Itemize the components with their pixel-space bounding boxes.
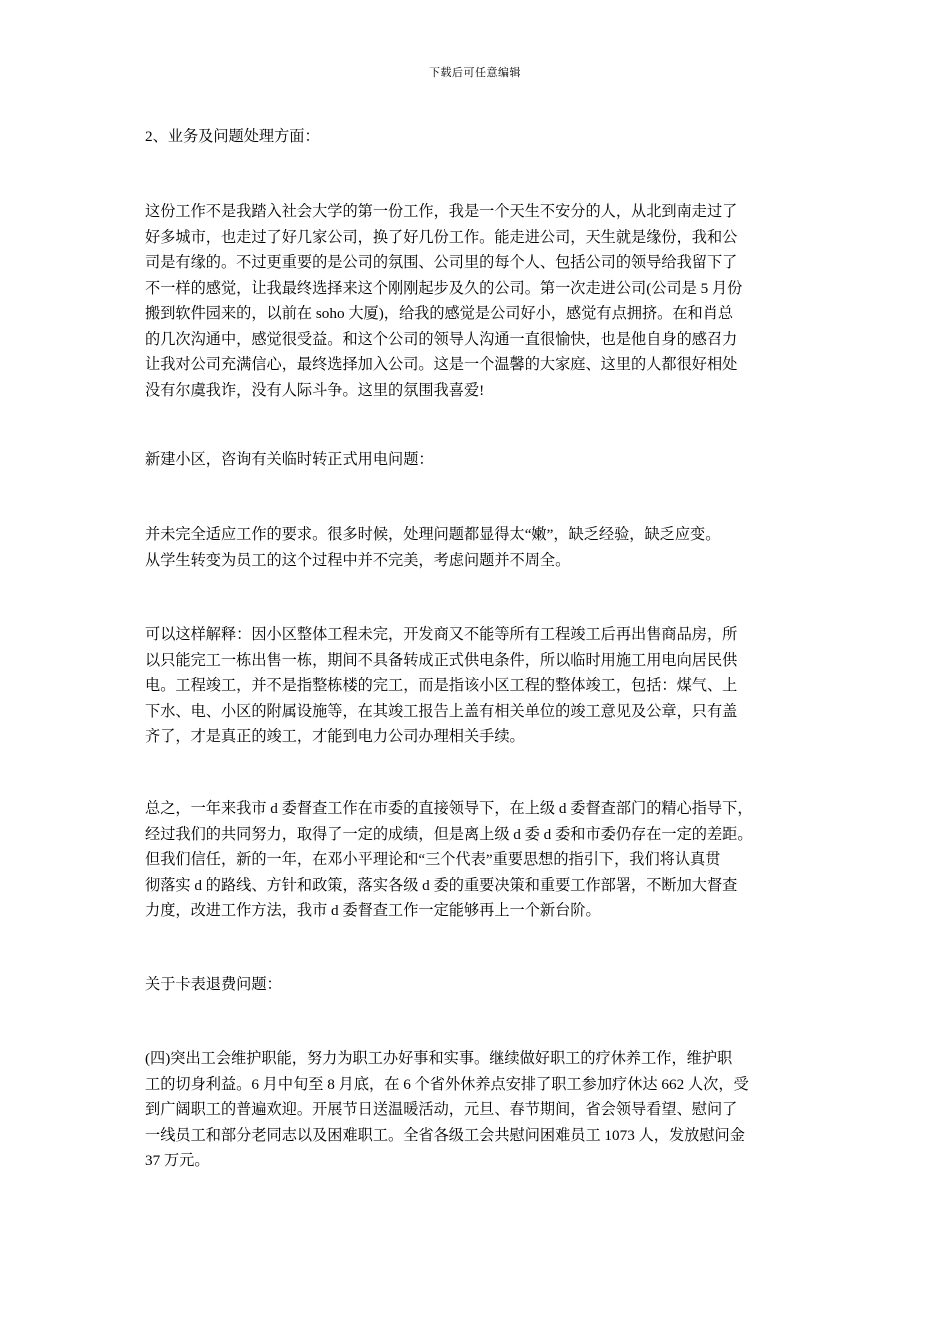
text-line: 一线员工和部分老同志以及困难职工。全省各级工会共慰问困难员工 1073 人，发放慰问金 [145,1126,745,1144]
section-heading-card-meter [145,972,817,998]
paragraph-union-work [145,1046,817,1174]
section-heading-business [145,124,817,150]
text-line: 下水、电、小区的附属设施等，在其竣工报告上盖有相关单位的竣工意见及公章，只有盖 [145,702,738,720]
text-line: 新建小区，咨询有关临时转正式用电问题： [145,451,434,468]
text-line: 司是有缘的。不过更重要的是公司的氛围、公司里的每个人、包括公司的领导给我留下了 [145,254,738,271]
page-header: 下载后可任意编辑 [429,67,521,79]
text-line: 2、业务及问题处理方面： [145,128,320,145]
text-line: 电。工程竣工，并不是指整栋楼的完工，而是指该小区工程的整体竣工，包括：煤气、上 [145,677,738,694]
text-line: 经过我们的共同努力，取得了一定的成绩，但是离上级 d 委 d 委和市委仍存在一定的差距。 [145,825,753,843]
text-line: 37 万元。 [145,1152,210,1169]
text-line: 让我对公司充满信心，最终选择加入公司。这是一个温馨的大家庭、这里的人都很好相处 [145,356,738,373]
text-line: 彻落实 d 的路线、方针和政策，落实各级 d 委的重要决策和重要工作部署，不断加大督查 [145,876,738,894]
text-line: 这份工作不是我踏入社会大学的第一份工作，我是一个天生不安分的人，从北到南走过了 [145,203,738,220]
text-line: 总之，一年来我市 d 委督查工作在市委的直接领导下，在上级 d 委督查部门的精心指导下， [145,800,753,817]
text-line: 关于卡表退费问题： [145,976,282,993]
text-line: (四)突出工会维护职能，努力为职工办好事和实事。继续做好职工的疗休养工作，维护职 [145,1050,733,1067]
text-line: 并未完全适应工作的要求。很多时候，处理问题都显得太“嫩”，缺乏经验，缺乏应变。 [145,526,721,543]
text-line: 力度，改进工作方法，我市 d 委督查工作一定能够再上一个新台阶。 [145,902,601,919]
paragraph-summary [145,796,817,924]
text-line: 可以这样解释：因小区整体工程未完，开发商又不能等所有工程竣工后再出售商品房，所 [145,626,738,643]
text-line: 工的切身利益。6 月中旬至 8 月底，在 6 个省外休养点安排了职工参加疗休达 662 人次，受 [145,1075,749,1093]
paragraph-shortcomings [145,522,817,573]
section-heading-electricity [145,447,817,473]
text-line: 以只能完工一栋出售一栋，期间不具备转成正式供电条件，所以临时用施工用电向居民供 [145,651,738,669]
text-line: 从学生转变为员工的这个过程中并不完美，考虑问题并不周全。 [145,551,571,569]
text-line: 不一样的感觉，让我最终选择来这个刚刚起步及久的公司。第一次走进公司(公司是 5 月份 [145,279,743,297]
paragraph-work-experience [145,199,817,403]
text-line: 到广阔职工的普遍欢迎。开展节日送温暖活动，元旦、春节期间，省会领导看望、慰问了 [145,1101,738,1118]
text-line: 搬到软件园来的，以前在 soho 大厦)，给我的感觉是公司好小，感觉有点拥挤。在和肖总 [145,305,734,322]
text-line: 的几次沟通中，感觉很受益。和这个公司的领导人沟通一直很愉快，也是他自身的感召力 [145,330,738,348]
text-line: 没有尔虞我诈，没有人际斗争。这里的氛围我喜爱! [145,381,485,399]
paragraph-explanation [145,622,817,750]
text-line: 好多城市，也走过了好几家公司，换了好几份工作。能走进公司，天生就是缘份，我和公 [145,228,738,246]
text-line: 齐了，才是真正的竣工，才能到电力公司办理相关手续。 [145,728,525,745]
text-line: 但我们信任，新的一年，在邓小平理论和“三个代表”重要思想的指引下，我们将认真贯 [145,851,721,868]
